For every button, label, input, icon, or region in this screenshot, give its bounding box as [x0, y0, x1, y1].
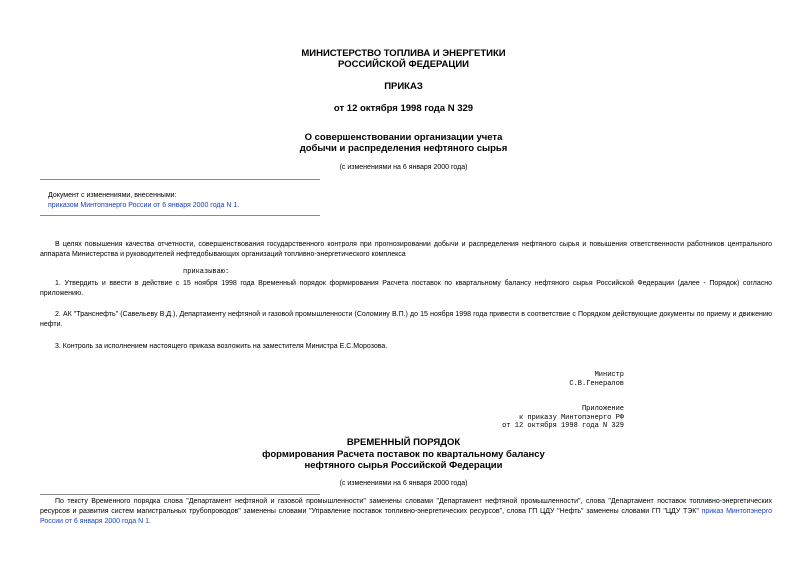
signature-block — [569, 371, 624, 388]
appendix-amendments-note: (с изменениями на 6 января 2000 года) — [339, 480, 468, 487]
signature-title: Министр — [594, 371, 624, 379]
order-item-2: 2. АК "Транснефть" (Савельеву В.Д.), Департаменту нефтяной и газовой промышленности (Соломину В.П.) до 15 ноября 1998 года привести в соответствие с Порядком действующие документы по приему и движению нефти. — [40, 311, 772, 328]
changes-box-label: Документ с изменениями, внесенными: — [48, 192, 177, 199]
ministry-title-line1: МИНИСТЕРСТВО ТОПЛИВА И ЭНЕРГЕТИКИ — [301, 48, 506, 59]
appendix-reference — [502, 405, 624, 431]
appendix-ref-line1: Приложение — [581, 405, 624, 413]
order-item-1: 1. Утвердить и ввести в действие с 15 ноября 1998 года Временный порядок формирования Расчета поставок по квартальному балансу нефтяного сырья Российской Федерации (далее - Порядок) согласно приложению. — [40, 280, 772, 297]
appendix-note-rule — [40, 494, 320, 495]
appendix-note-link[interactable]: приказ Минтопэнерго России от 6 января 2000 года N 1 — [40, 508, 772, 525]
order-label: ПРИКАЗ — [384, 81, 423, 92]
ministry-title-line2: РОССИЙСКОЙ ФЕДЕРАЦИИ — [337, 59, 469, 70]
amendments-note: (с изменениями на 6 января 2000 года) — [339, 164, 468, 171]
appendix-note-end: . — [148, 518, 151, 525]
appendix-ref-line2: к приказу Минтопэнерго РФ — [518, 413, 624, 422]
appendix-note — [40, 497, 772, 527]
order-date: от 12 октября 1998 года N 329 — [333, 103, 474, 114]
appendix-title: ВРЕМЕННЫЙ ПОРЯДОК — [346, 437, 461, 448]
order-item-3: 3. Контроль за исполнением настоящего приказа возложить на заместителя Министра Е.С.Морозова. — [55, 343, 388, 350]
changes-box-link[interactable]: приказом Минтопэнерго России от 6 января 2000 года N 1. — [48, 202, 240, 209]
changes-box-top-rule — [40, 179, 320, 180]
order-subject-line2: добычи и распределения нефтяного сырья — [299, 143, 508, 154]
appendix-subtitle-line1: формирования Расчета поставок по квартальному балансу — [262, 449, 545, 460]
order-subject-line1: О совершенствовании организации учета — [304, 132, 503, 143]
changes-box-bottom-rule — [40, 215, 320, 216]
signature-name: С.В.Генералов — [569, 379, 624, 388]
appendix-ref-line3: от 12 октября 1998 года N 329 — [502, 422, 624, 430]
order-word: приказываю: — [183, 268, 230, 276]
appendix-note-text: По тексту Временного порядка слова "Департамент нефтяной и газовой промышленности" заменены словами "Департамент нефтяной промышленности", слова "Департамент поставок топливно-энергетических ресурсов и развития систем магистральных трубопроводов" заменены словами "Управление поставок топливно-энергетических ресурсов", слова ГП ЦДУ "Нефть" заменены словами ГП "ЦДУ ТЭК" — [40, 498, 772, 515]
appendix-subtitle-line2: нефтяного сырья Российской Федерации — [304, 460, 503, 471]
intro-paragraph: В целях повышения качества отчетности, совершенствования государственного контроля при прогнозировании добычи и распределения нефтяного сырья и повышения ответственности работников центрального аппарата Министерства и руководителей нефтедобывающих организаций топливно-энергетического комплекса — [40, 241, 772, 258]
